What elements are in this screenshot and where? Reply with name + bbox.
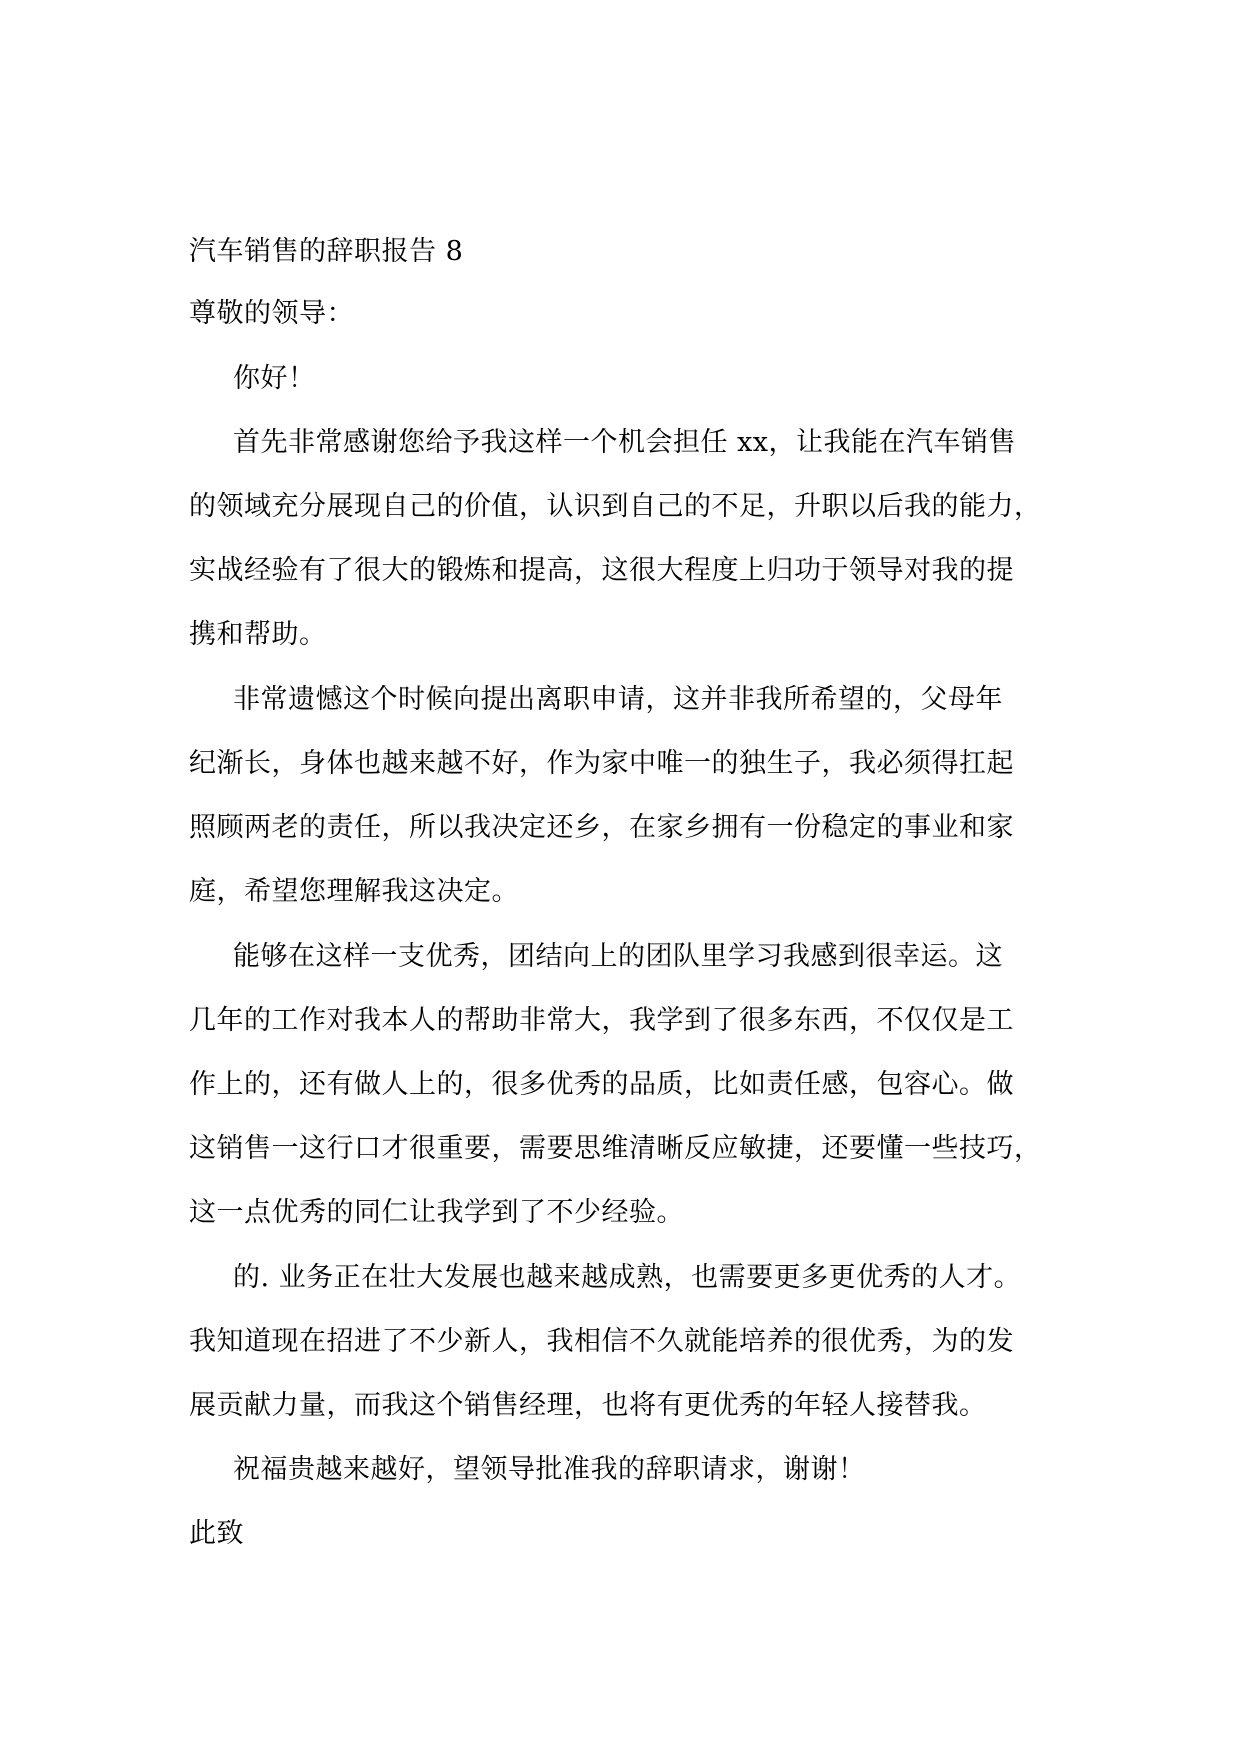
paragraph-2-line-1: 非常遗憾这个时候向提出离职申请，这并非我所希望的，父母年 — [233, 684, 1003, 715]
closing: 此致 — [189, 1518, 244, 1549]
paragraph-3-line-2: 几年的工作对我本人的帮助非常大，我学到了很多东西，不仅仅是工 — [189, 1005, 1014, 1036]
paragraph-2-line-4: 庭，希望您理解我这决定。 — [189, 876, 519, 907]
paragraph-1-line-4: 携和帮助。 — [189, 619, 327, 650]
paragraph-5-line-1: 祝福贵越来越好，望领导批准我的辞职请求，谢谢！ — [233, 1454, 866, 1485]
document-title: 汽车销售的辞职报告 8 — [189, 236, 464, 267]
paragraph-4-line-3: 展贡献力量，而我这个销售经理，也将有更优秀的年轻人接替我。 — [189, 1390, 987, 1421]
paragraph-2-line-2: 纪渐长，身体也越来越不好，作为家中唯一的独生子，我必须得扛起 — [189, 748, 1014, 779]
paragraph-1-line-1: 首先非常感谢您给予我这样一个机会担任 xx，让我能在汽车销售 — [233, 427, 1017, 458]
paragraph-1-line-3: 实战经验有了很大的锻炼和提高，这很大程度上归功于领导对我的提 — [189, 555, 1014, 586]
salutation: 尊敬的领导： — [189, 298, 354, 329]
paragraph-3-line-1: 能够在这样一支优秀，团结向上的团队里学习我感到很幸运。这 — [233, 941, 1003, 972]
paragraph-4-line-1: 的. 业务正在壮大发展也越来越成熟，也需要更多更优秀的人才。 — [233, 1262, 1022, 1293]
paragraph-2-line-3: 照顾两老的责任，所以我决定还乡，在家乡拥有一份稳定的事业和家 — [189, 812, 1014, 843]
paragraph-3-line-5: 这一点优秀的同仁让我学到了不少经验。 — [189, 1197, 684, 1228]
greeting: 你好！ — [233, 363, 316, 394]
paragraph-1-line-2: 的领域充分展现自己的价值，认识到自己的不足，升职以后我的能力， — [189, 491, 1042, 522]
paragraph-3-line-4: 这销售一这行口才很重要，需要思维清晰反应敏捷，还要懂一些技巧， — [189, 1133, 1042, 1164]
paragraph-4-line-2: 我知道现在招进了不少新人，我相信不久就能培养的很优秀，为的发 — [189, 1326, 1014, 1357]
paragraph-3-line-3: 作上的，还有做人上的，很多优秀的品质，比如责任感，包容心。做 — [189, 1069, 1014, 1100]
